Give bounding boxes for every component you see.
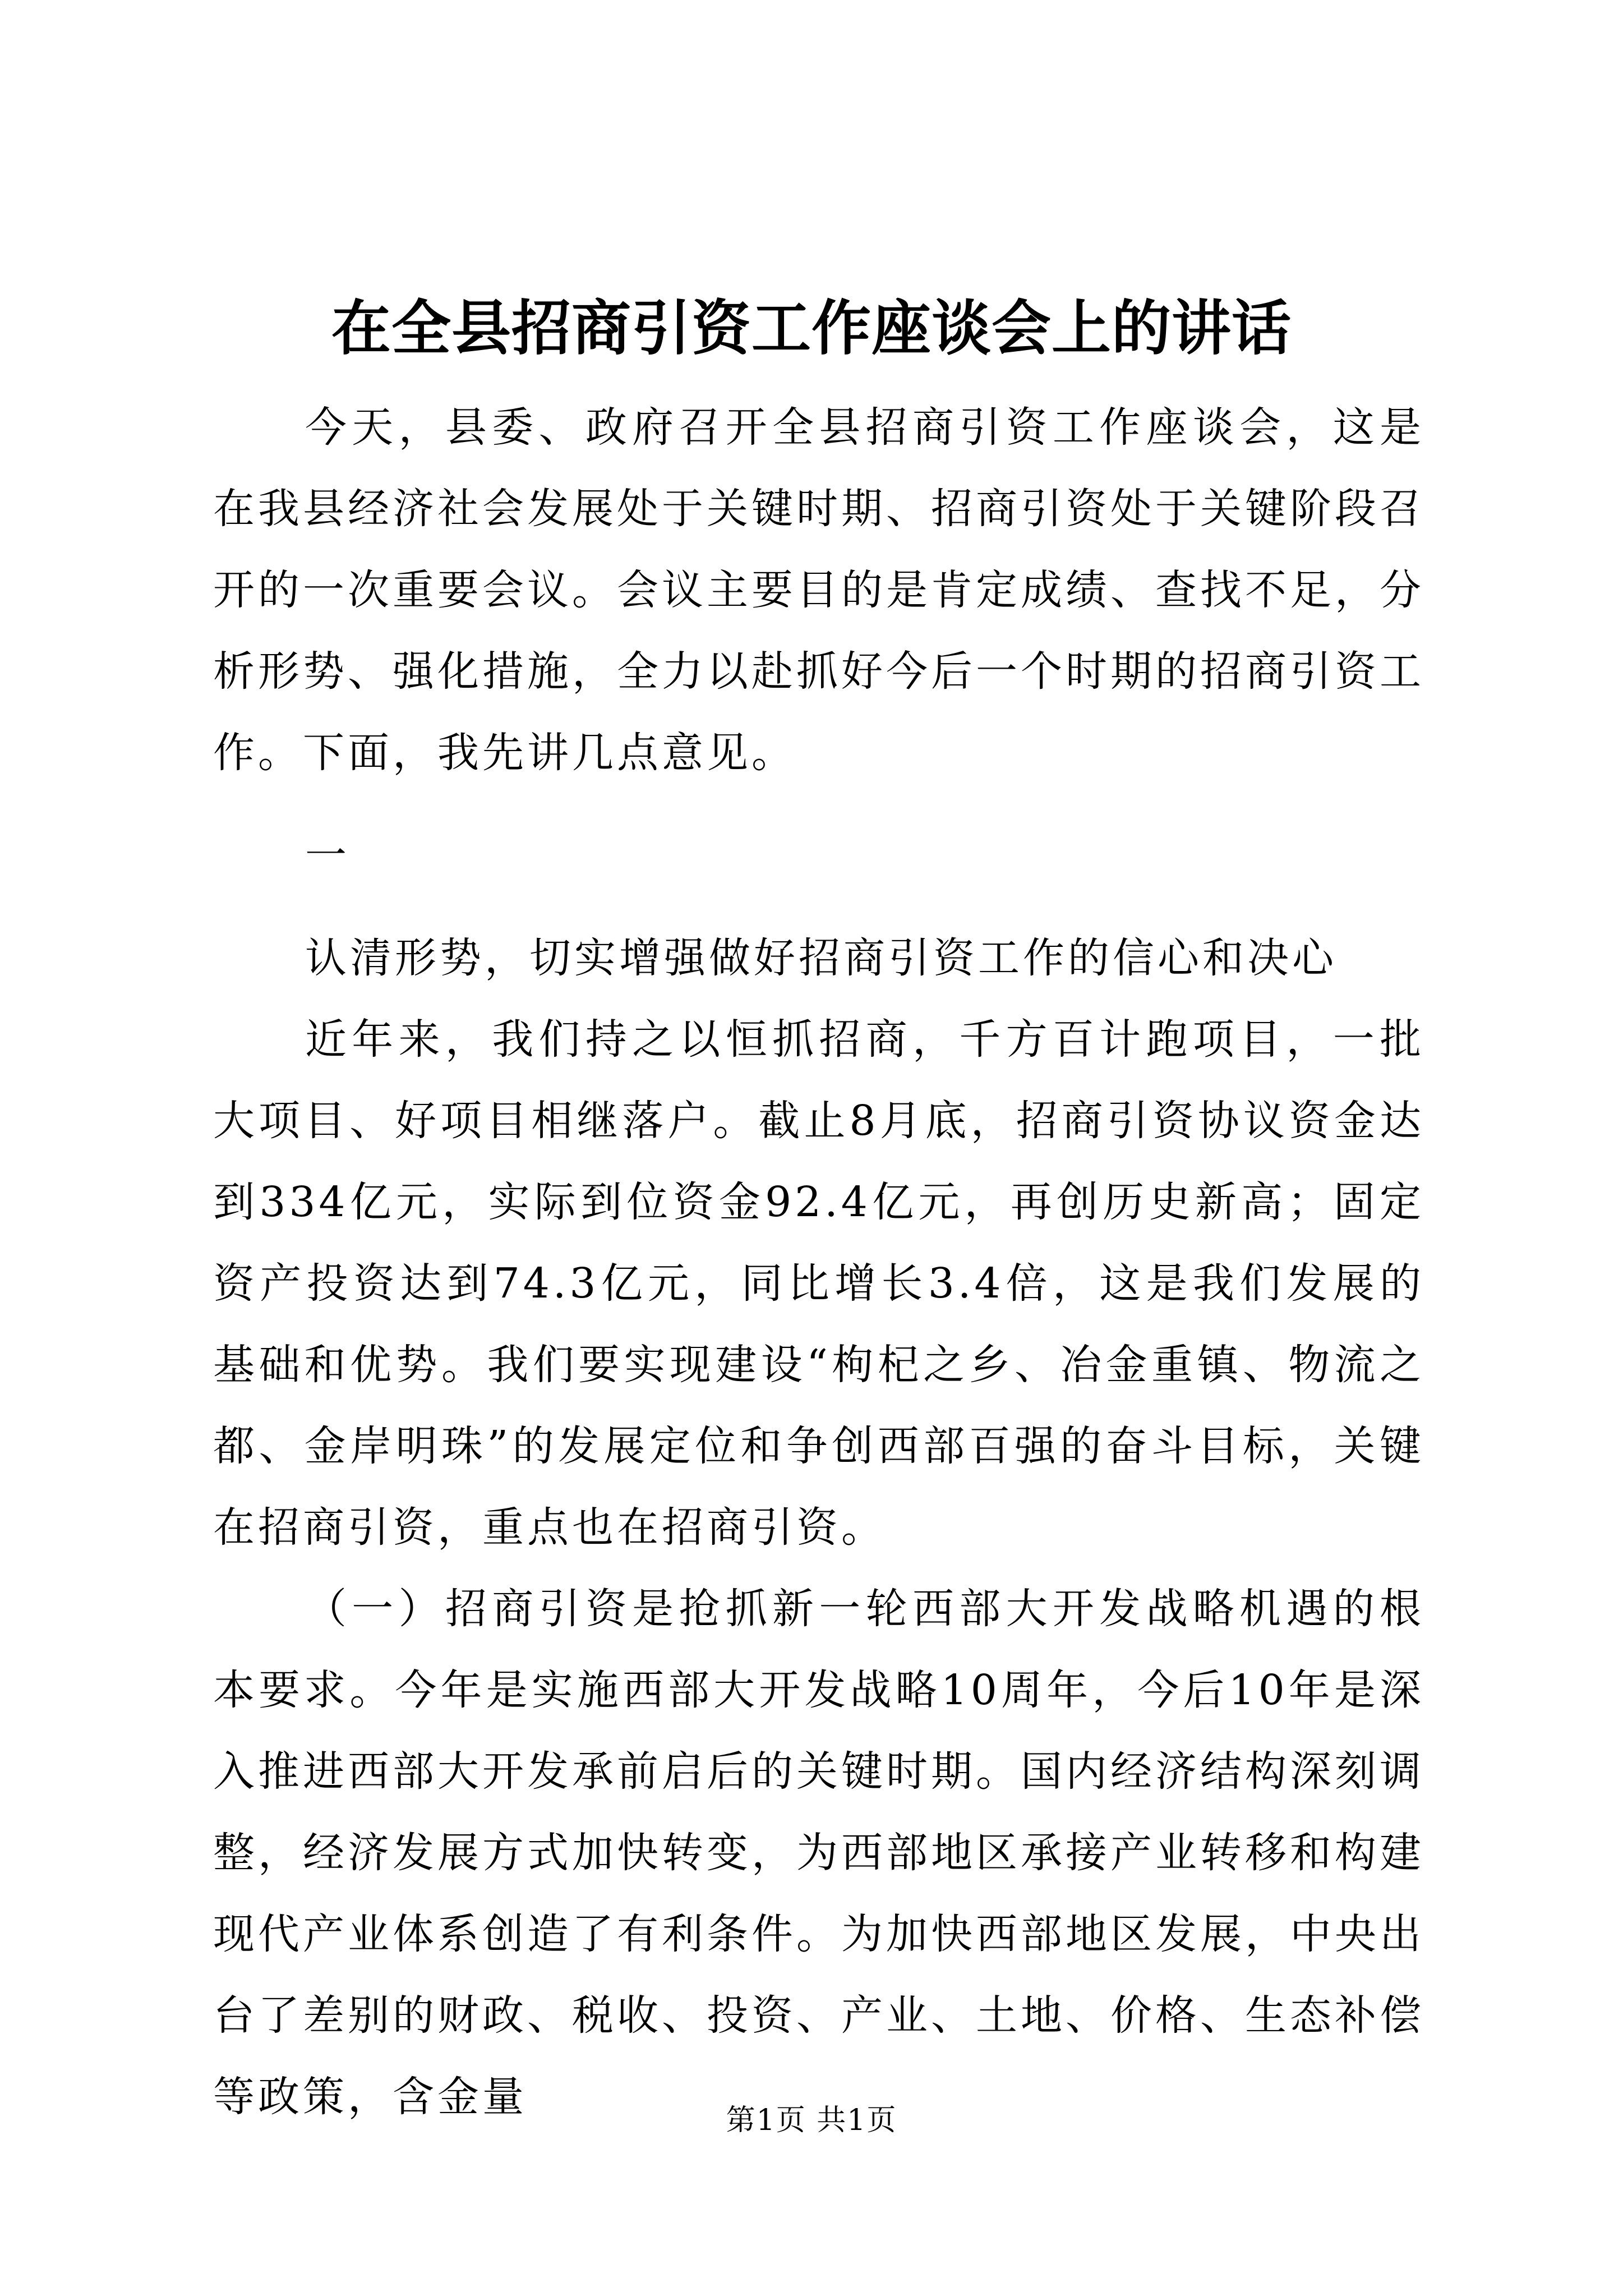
- paragraph-intro: 今天，县委、政府召开全县招商引资工作座谈会，这是在我县经济社会发展处于关键时期、招商引资处于关键阶段召开的一次重要会议。会议主要目的是肯定成绩、查找不足，分析形势、强化措施，全力以赴抓好今后一个时期的招商引资工作。下面，我先讲几点意见。: [213, 403, 1424, 777]
- paragraph-achievements: 近年来，我们持之以恒抓招商，千方百计跑项目，一批大项目、好项目相继落户。截止8月底，招商引资协议资金达到334亿元，实际到位资金92.4亿元，再创历史新高；固定资产投资达到74.3亿元，同比增长3.4倍，这是我们发展的基础和优势。我们要实现建设“枸杞之乡、冶金重镇、物流之都、金岸明珠”的发展定位和争创西部百强的奋斗目标，关键在招商引资，重点也在招商引资。: [213, 1015, 1424, 1552]
- page-footer: 第1页 共1页: [726, 2104, 897, 2137]
- section-heading: 认清形势，切实增强做好招商引资工作的信心和决心: [305, 934, 1337, 982]
- paragraph-point-one: （一）招商引资是抢抓新一轮西部大开发战略机遇的根本要求。今年是实施西部大开发战略10周年，今后10年是深入推进西部大开发承前启后的关键时期。国内经济结构深刻调整，经济发展方式加快转变，为西部地区承接产业转移和构建现代产业体系创造了有利条件。为加快西部地区发展，中央出台了差别的财政、税收、投资、产业、土地、价格、生态补偿等政策，含金量: [213, 1585, 1424, 2121]
- document-body: [213, 387, 1424, 2138]
- section-number: 一: [305, 831, 350, 880]
- document-title: 在全县招商引资工作座谈会上的讲话: [331, 293, 1292, 363]
